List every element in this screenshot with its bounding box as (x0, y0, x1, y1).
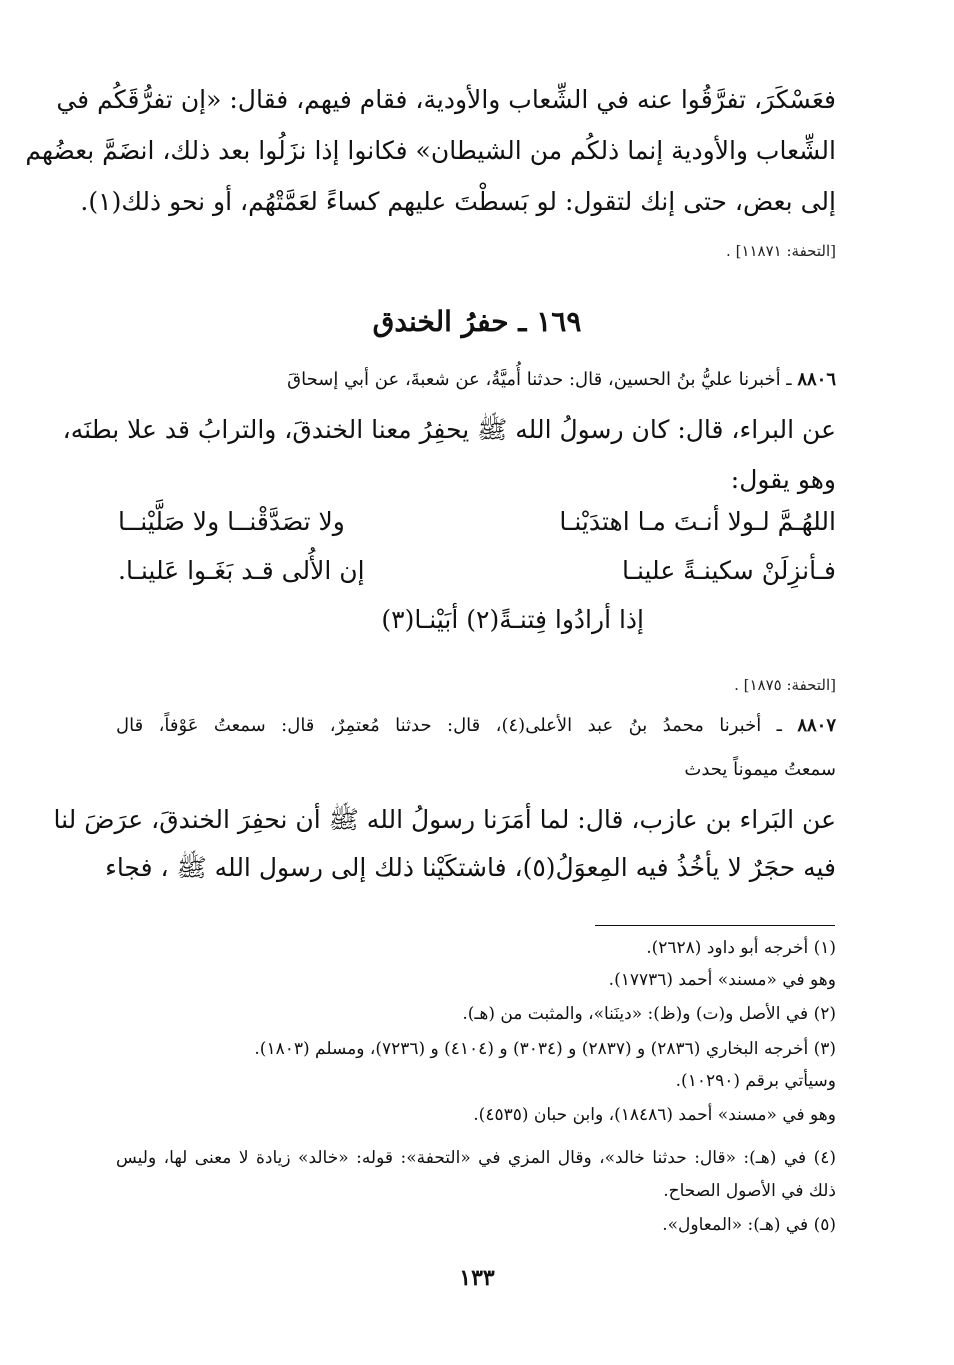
footnote: وهو في «مسند» أحمد (١٧٧٣٦). (608, 970, 836, 990)
verse-hemistich: فـأنزِلَنْ سكينـةً علينـا (622, 556, 836, 585)
isnad-text: ـ أخبرنا عليُّ بنُ الحسين، قال: حدثنا أُميَّةُ، عن شعبةَ، عن أبي إسحاقَ (287, 369, 792, 390)
hadith-text-line: فيه حجَرٌ لا يأخُذُ فيه المِعوَلُ(٥)، فاشتكَيْنا ذلك إلى رسول الله ﷺ ، فجاء (105, 853, 836, 882)
hadith-number: ٨٨٠٧ (797, 715, 836, 736)
hadith-number: ٨٨٠٦ (797, 369, 836, 390)
verse-hemistich: إن الأُلى قـد بَغَـوا عَلينـا. (118, 556, 365, 585)
tuhfa-reference: [التحفة: ١٨٧٥] . (734, 676, 836, 694)
footnote-separator (595, 925, 835, 926)
hadith-text-line: عن البَراء بن عازب، قال: لما أمَرَنا رسولُ الله ﷺ أن نحفِرَ الخندقَ، عرَضَ لنا (53, 805, 836, 834)
verse-final: إذا أرادُوا فِتنـةً(٢) أبَيْنـا(٣) (381, 605, 644, 634)
isnad-text: ـ أخبرنا محمدُ بنُ عبد الأعلى(٤)، قال: حدثنا مُعتمِرٌ، قال: سمعتُ عَوْفاً، قال (116, 715, 782, 736)
isnad-continuation: سمعتُ ميموناً يحدث (684, 759, 836, 780)
footnote: وسيأتي برقم (١٠٢٩٠). (675, 1071, 836, 1091)
paragraph-line: فعَسْكَرَ، تفرَّقُوا عنه في الشِّعاب والأودية، فقام فيهم، فقال: «إن تفرُّقَكُم في (56, 85, 836, 114)
hadith-isnad (116, 366, 836, 394)
footnote: وهو في «مسند» أحمد (١٨٤٨٦)، وابن حبان (٤٥٣٥). (473, 1105, 836, 1125)
footnote: (٥) في (هـ): «المعاول». (662, 1215, 836, 1235)
footnote: (٢) في الأصل و(ت) و(ظ): «دينَنا»، والمثبت من (هـ). (462, 1004, 836, 1024)
tuhfa-reference: [التحفة: ١١٨٧١] . (726, 242, 836, 260)
hadith-text-line: عن البراء، قال: كان رسولُ الله ﷺ يحفِرُ معنا الخندقَ، والترابُ قد علا بطنَه، (62, 415, 836, 444)
footnote: ذلك في الأصول الصحاح. (663, 1181, 836, 1201)
paragraph-line: إلى بعض، حتى إنك لتقول: لو بَسطْتَ عليهم كساءً لعَمَّتْهُم، أو نحو ذلك(١). (80, 187, 836, 216)
verse-hemistich: ولا تصَدَّقْنــا ولا صَلَّيْنــا (118, 507, 345, 536)
footnote: (٤) في (هـ): «قال: حدثنا خالد»، وقال المزي في «التحفة»: قوله: «خالد» زيادة لا معنى لها، وليس (116, 1148, 836, 1168)
footnote: (٣) أخرجه البخاري (٢٨٣٦) و (٢٨٣٧) و (٣٠٣٤) و (٤١٠٤) و (٧٢٣٦)، ومسلم (١٨٠٣). (254, 1039, 836, 1059)
footnote: (١) أخرجه أبو داود (٢٦٢٨). (646, 938, 836, 958)
hadith-isnad (116, 712, 836, 740)
page-number: ١٣٣ (459, 1265, 495, 1291)
hadith-text-line: وهو يقول: (730, 465, 836, 494)
verse-hemistich: اللهُـمَّ لـولا أنـتَ مـا اهتدَيْنـا (559, 507, 836, 536)
chapter-heading: ١٦٩ ـ حفرُ الخندق (372, 305, 582, 338)
paragraph-line: الشِّعاب والأودية إنما ذلكُم من الشيطان» فكانوا إذا نزَلُوا بعد ذلك، انضَمَّ بعضُهم (25, 136, 836, 165)
